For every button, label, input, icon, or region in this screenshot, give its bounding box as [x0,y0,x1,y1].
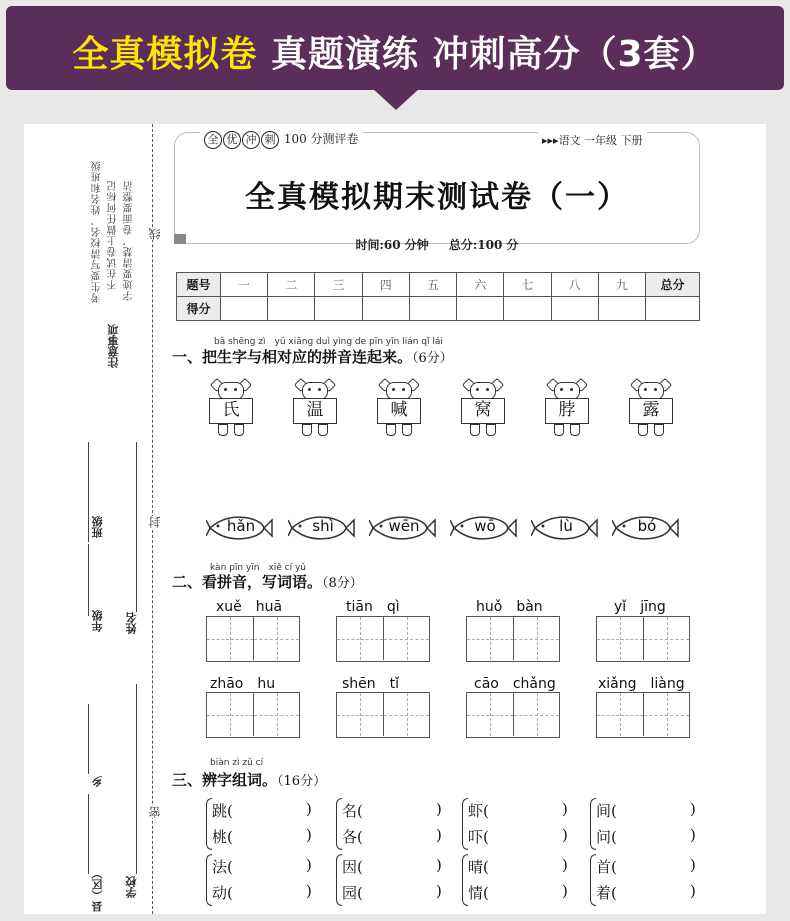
pair-row[interactable]: 问( ) [596,826,696,846]
word-pinyin: zhāo hu [210,676,276,692]
table-row [177,273,700,297]
col-header: 三 [315,273,362,297]
word-pinyin: huǒ bàn [476,599,543,615]
char-pair [336,796,456,852]
fish-pinyin: wō [474,517,496,535]
brand-char: 冲 [242,131,260,149]
char-card[interactable]: 窝 [461,398,505,424]
notes-title: 注意事项 [107,324,120,368]
word-pinyin: xiǎng liàng [598,676,685,692]
county-label: 县（区） [91,868,104,912]
pair-row[interactable]: 因( ) [342,856,442,876]
brand-char: 刺 [261,131,279,149]
char-pair [462,852,582,908]
section-num: 二、 [172,573,203,591]
score-cell[interactable] [409,297,456,321]
fish-card[interactable] [450,512,518,544]
note-3: 字迹要清楚，卷面要整洁 [124,180,135,301]
col-header: 八 [551,273,598,297]
brand-suffix: 100 分测评卷 [283,132,359,146]
word-pinyin: cāo chǎng [474,676,556,692]
county-line [88,794,89,874]
time-limit: 时间:60 分钟 [355,238,429,252]
seal-line-mark: 线 [148,228,162,240]
banner [6,6,784,90]
score-table [176,272,700,321]
tian-grid[interactable] [336,616,430,662]
row-label: 得分 [177,297,221,321]
col-header: 四 [362,273,409,297]
score-cell[interactable] [646,297,700,321]
section1-heading [172,346,453,367]
section-num: 三、 [172,771,203,789]
word-pinyin: shēn tǐ [342,676,400,692]
col-header: 一 [221,273,268,297]
score-cell[interactable] [362,297,409,321]
tian-grid[interactable] [206,692,300,738]
pair-row[interactable]: 跳( ) [212,800,312,820]
total-header: 总分 [646,273,700,297]
bear-card [460,380,506,438]
bear-card [544,380,590,438]
note-2: 不在试卷上做任何标记 [108,180,119,290]
banner-pointer [372,88,420,110]
grade-line [88,544,89,616]
brand-char: 全 [204,131,222,149]
banner-title [6,26,784,77]
bear-card [376,380,422,438]
char-pair [206,852,326,908]
char-pair [206,796,326,852]
tian-grid[interactable] [596,692,690,738]
fish-card[interactable] [369,512,437,544]
name-line [136,442,137,612]
section3-heading [172,769,326,790]
tian-grid[interactable] [596,616,690,662]
pair-row[interactable]: 着( ) [596,882,696,902]
fish-pinyin: shì [312,517,334,535]
pair-row[interactable]: 动( ) [212,882,312,902]
school-line [136,684,137,874]
tian-grid[interactable] [466,616,560,662]
fish-card[interactable] [206,512,274,544]
col-header: 五 [409,273,456,297]
section-text: 辨字组词。 [202,771,278,789]
brand-char: 优 [223,131,241,149]
section1-pinyin: bǎ shēng zì yǔ xiāng duì yìng de pīn yīn lián qǐ lái [214,337,443,347]
fish-pinyin: lù [559,517,573,535]
pair-row[interactable]: 首( ) [596,856,696,876]
fish-pinyin: bó [637,517,657,535]
section-num: 一、 [172,348,203,366]
pair-row[interactable]: 吓( ) [468,826,568,846]
word-pinyin: yǐ jīng [614,599,666,615]
char-card[interactable]: 脖 [545,398,589,424]
banner-highlight: 全真模拟卷 [72,34,258,75]
section2-pinyin: kàn pīn yīn xiě cí yǔ [210,563,307,573]
char-pair [336,852,456,908]
score-cell[interactable] [598,297,645,321]
col-header: 九 [598,273,645,297]
fish-pinyin: wēn [388,517,420,535]
char-card[interactable]: 喊 [377,398,421,424]
fish-card[interactable] [612,512,680,544]
pair-row[interactable]: 各( ) [342,826,442,846]
page-title: 全真模拟期末测试卷（一） [245,180,629,215]
score-cell[interactable] [268,297,315,321]
xiang-line [88,704,89,774]
score-cell[interactable] [315,297,362,321]
score-cell[interactable] [457,297,504,321]
row-label: 题号 [177,273,221,297]
score-cell[interactable] [221,297,268,321]
word-pinyin: tiān qì [346,599,400,615]
subject-label: ▸▸▸语文 一年级 下册 [538,132,647,148]
pair-row[interactable]: 桃( ) [212,826,312,846]
pair-row[interactable]: 间( ) [596,800,696,820]
bear-card [208,380,254,438]
brand [200,130,363,149]
fish-card[interactable] [288,512,356,544]
xiang-label: 乡 [91,776,104,787]
name-label: 姓名 [125,612,138,634]
word-pinyin: xuě huā [216,599,283,615]
col-header: 六 [457,273,504,297]
tian-grid[interactable] [206,616,300,662]
pair-row[interactable]: 园( ) [342,882,442,902]
char-card[interactable]: 氏 [209,398,253,424]
exam-paper [24,124,766,914]
score-cell[interactable] [504,297,551,321]
char-pair [590,852,710,908]
section-points: （6分） [412,351,453,366]
col-header: 二 [268,273,315,297]
class-label: 班级 [91,516,104,538]
section-text: 看拼音，写词语。 [202,573,323,591]
pair-row[interactable]: 晴( ) [468,856,568,876]
fish-pinyin: hǎn [226,517,256,535]
bear-card [292,380,338,438]
school-label: 学校 [125,876,138,898]
tian-grid[interactable] [466,692,560,738]
grade-label: 年级 [91,610,104,632]
char-card[interactable]: 温 [293,398,337,424]
exam-meta [174,236,700,253]
table-row [177,297,700,321]
pair-row[interactable]: 情( ) [468,882,568,902]
section3-pinyin: biàn zì zǔ cí [210,758,264,768]
char-pair [590,796,710,852]
banner-rest: 真题演练 冲刺高分（3套） [257,34,718,75]
pair-row[interactable]: 虾( ) [468,800,568,820]
total-score: 总分:100 分 [448,238,519,252]
note-1: 考生要写清校名、姓名和班级 [92,160,103,303]
pair-row[interactable]: 名( ) [342,800,442,820]
seal-mi-mark: 密 [148,806,162,818]
bear-card [628,380,674,438]
class-line [88,442,89,542]
col-header: 七 [504,273,551,297]
char-pair [462,796,582,852]
section-text: 把生字与相对应的拼音连起来。 [202,348,413,366]
section-points: （8分） [322,576,363,591]
char-card[interactable]: 露 [629,398,673,424]
pair-row[interactable]: 法( ) [212,856,312,876]
section-points: （16分） [277,774,327,789]
seal-feng-mark: 封 [148,516,162,528]
section2-heading [172,571,363,592]
score-cell[interactable] [551,297,598,321]
fish-card[interactable] [531,512,599,544]
tian-grid[interactable] [336,692,430,738]
